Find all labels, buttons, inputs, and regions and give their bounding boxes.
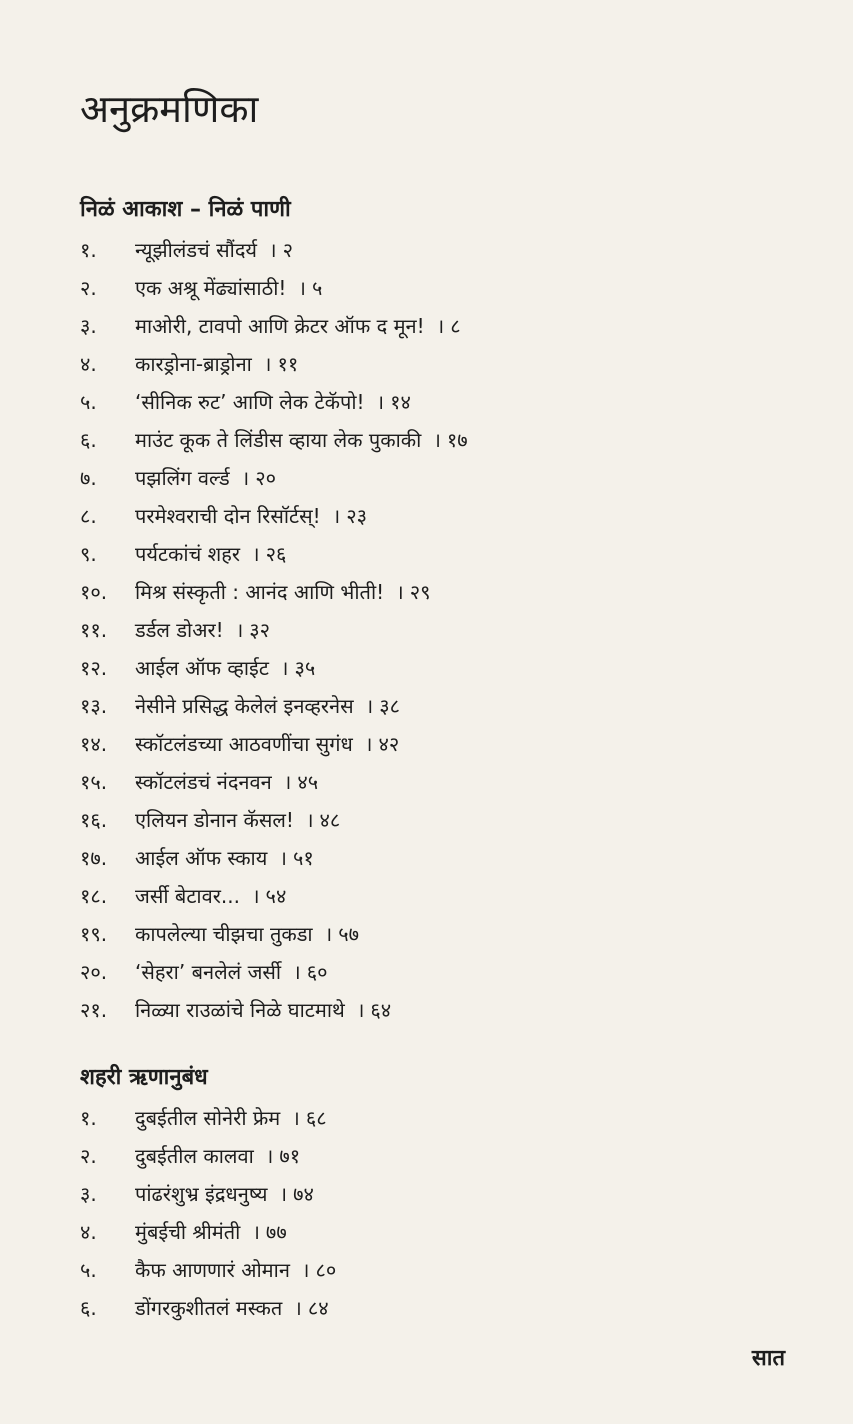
entry-page-number: ४५ xyxy=(297,770,319,794)
page-separator: । xyxy=(332,504,341,528)
entry-page-number: ५ xyxy=(312,276,323,300)
page-separator: । xyxy=(252,542,260,566)
entry-page-number: ७४ xyxy=(293,1182,314,1206)
toc-entry xyxy=(80,383,468,421)
entry-page-number: ८४ xyxy=(307,1296,329,1320)
toc-entry xyxy=(80,725,468,763)
page-separator: । xyxy=(356,998,365,1022)
toc-entry xyxy=(80,345,468,383)
entry-number: २०. xyxy=(80,960,108,984)
section-heading: निळं आकाश – निळं पाणी xyxy=(80,197,291,222)
entry-number: ११. xyxy=(80,618,108,642)
page-separator: । xyxy=(263,352,272,376)
entry-number: ४. xyxy=(80,1220,97,1244)
toc-entry xyxy=(80,1175,336,1213)
page-separator: । xyxy=(364,732,373,756)
entry-number: १३. xyxy=(80,694,108,718)
entry-number: १२. xyxy=(80,656,108,680)
page-separator: । xyxy=(293,960,301,984)
page-separator: । xyxy=(433,428,441,452)
entry-number: ६. xyxy=(80,1296,97,1320)
entry-title: दुबईतील सोनेरी फ्रेम xyxy=(135,1106,281,1130)
entry-page-number: २६ xyxy=(265,542,287,566)
entry-page-number: ५७ xyxy=(338,922,360,946)
entry-list xyxy=(80,231,468,1029)
page-separator: । xyxy=(301,1258,310,1282)
entry-title: आईल ऑफ स्काय xyxy=(135,846,268,870)
entry-title: माउंट कूक ते लिंडीस व्हाया लेक पुकाकी xyxy=(135,428,422,452)
toc-entry xyxy=(80,1251,336,1289)
entry-number: १. xyxy=(80,238,97,262)
entry-title: एक अश्रू मेंढ्यांसाठी! xyxy=(135,276,287,300)
toc-entry xyxy=(80,801,468,839)
toc-entry xyxy=(80,687,468,725)
toc-entry xyxy=(80,991,468,1029)
toc-entry xyxy=(80,535,468,573)
entry-page-number: ११ xyxy=(277,352,299,376)
entry-page-number: २३ xyxy=(346,504,368,528)
toc-entry xyxy=(80,1289,336,1327)
toc-entry xyxy=(80,421,468,459)
entry-number: १७. xyxy=(80,846,108,870)
entry-title: स्कॉटलंडच्या आठवणींचा सुगंध xyxy=(135,732,353,756)
entry-number: ९. xyxy=(80,542,97,566)
page-number: सात xyxy=(751,1346,785,1371)
entry-number: १६. xyxy=(80,808,108,832)
toc-entry xyxy=(80,573,468,611)
page-separator: । xyxy=(324,922,333,946)
entry-title: स्कॉटलंडचं नंदनवन xyxy=(135,770,272,794)
page-separator: । xyxy=(269,238,277,262)
toc-entry xyxy=(80,839,468,877)
entry-page-number: ५१ xyxy=(292,846,314,870)
entry-page-number: ४८ xyxy=(319,808,341,832)
entry-title: डर्डल डोअर! xyxy=(135,618,224,642)
entry-title: पझलिंग वर्ल्ड xyxy=(135,466,230,490)
entry-page-number: ७१ xyxy=(279,1144,301,1168)
page-separator: । xyxy=(365,694,374,718)
section-blue-sky xyxy=(80,195,468,1029)
entry-title: कारड्रोना-ब्राड्रोना xyxy=(135,352,252,376)
toc-entry xyxy=(80,459,468,497)
toc-entry xyxy=(80,763,468,801)
entry-title: मिश्र संस्कृती : आनंद आणि भीती! xyxy=(135,580,385,604)
page-separator: । xyxy=(294,1296,302,1320)
entry-title: नेसीने प्रसिद्ध केलेलं इनव्हरनेस xyxy=(135,694,354,718)
page-separator: । xyxy=(265,1144,274,1168)
toc-entry xyxy=(80,649,468,687)
entry-number: २१. xyxy=(80,998,108,1022)
entry-page-number: ३५ xyxy=(294,656,316,680)
entry-list xyxy=(80,1099,336,1327)
entry-page-number: ८० xyxy=(315,1258,337,1282)
entry-number: ८. xyxy=(80,504,97,528)
entry-page-number: १७ xyxy=(446,428,468,452)
entry-page-number: ३२ xyxy=(249,618,271,642)
entry-title: जर्सी बेटावर... xyxy=(135,884,240,908)
page-separator: । xyxy=(279,846,287,870)
page-separator: । xyxy=(235,618,244,642)
entry-number: १४. xyxy=(80,732,108,756)
page-separator: । xyxy=(305,808,314,832)
toc-entry xyxy=(80,953,468,991)
toc-entry xyxy=(80,1137,336,1175)
page-separator: । xyxy=(251,884,260,908)
entry-number: ४. xyxy=(80,352,97,376)
section-heading: शहरी ऋणानुबंध xyxy=(80,1065,208,1090)
toc-entry xyxy=(80,269,468,307)
entry-title: माओरी, टावपो आणि क्रेटर ऑफ द मून! xyxy=(135,314,425,338)
toc-entry xyxy=(80,1213,336,1251)
entry-title: दुबईतील कालवा xyxy=(135,1144,254,1168)
entry-page-number: ३८ xyxy=(379,694,401,718)
toc-entry xyxy=(80,915,468,953)
entry-title: डोंगरकुशीतलं मस्कत xyxy=(135,1296,283,1320)
entry-number: १५. xyxy=(80,770,108,794)
page-separator: । xyxy=(376,390,385,414)
page-separator: । xyxy=(279,1182,288,1206)
page-separator: । xyxy=(280,656,289,680)
section-urban-bonds xyxy=(80,1063,336,1327)
entry-title: परमेश्वराची दोन रिसॉर्टस्! xyxy=(135,504,321,528)
entry-number: २. xyxy=(80,276,97,300)
entry-number: ३. xyxy=(80,1182,97,1206)
entry-number: २. xyxy=(80,1144,97,1168)
entry-number: ६. xyxy=(80,428,97,452)
entry-title: निळ्या राउळांचे निळे घाटमाथे xyxy=(135,998,345,1022)
entry-page-number: २ xyxy=(282,238,294,262)
entry-number: ५. xyxy=(80,1258,97,1282)
entry-page-number: २० xyxy=(255,466,277,490)
entry-title: कापलेल्या चीझचा तुकडा xyxy=(135,922,313,946)
entry-page-number: ६० xyxy=(306,960,328,984)
entry-title: मुंबईची श्रीमंती xyxy=(135,1220,241,1244)
entry-page-number: ६४ xyxy=(370,998,392,1022)
entry-number: ३. xyxy=(80,314,97,338)
page-separator: । xyxy=(298,276,306,300)
page-separator: । xyxy=(252,1220,260,1244)
entry-title: कैफ आणणारं ओमान xyxy=(135,1258,290,1282)
entry-number: १८. xyxy=(80,884,108,908)
entry-page-number: ५४ xyxy=(265,884,287,908)
entry-page-number: ८ xyxy=(450,314,461,338)
toc-entry xyxy=(80,611,468,649)
entry-number: ७. xyxy=(80,466,97,490)
page-separator: । xyxy=(283,770,292,794)
entry-number: १०. xyxy=(80,580,108,604)
page-separator: । xyxy=(241,466,250,490)
page-separator: । xyxy=(436,314,445,338)
entry-title: पांढरंशुभ्र इंद्रधनुष्य xyxy=(135,1182,268,1206)
entry-title: ‘सीनिक रुट’ आणि लेक टेकॅपो! xyxy=(135,390,365,414)
entry-title: एलियन डोनान कॅसल! xyxy=(135,808,294,832)
entry-page-number: ७७ xyxy=(265,1220,287,1244)
entry-number: १. xyxy=(80,1106,97,1130)
entry-number: ५. xyxy=(80,390,97,414)
toc-entry xyxy=(80,307,468,345)
page-separator: । xyxy=(396,580,404,604)
entry-title: न्यूझीलंडचं सौंदर्य xyxy=(135,238,258,262)
page-separator: । xyxy=(292,1106,300,1130)
toc-entry xyxy=(80,1099,336,1137)
entry-number: १९. xyxy=(80,922,108,946)
toc-entry xyxy=(80,231,468,269)
entry-title: आईल ऑफ व्हाईट xyxy=(135,656,269,680)
entry-page-number: १४ xyxy=(390,390,411,414)
entry-page-number: ६८ xyxy=(305,1106,327,1130)
entry-page-number: २९ xyxy=(409,580,431,604)
page-title: अनुक्रमणिका xyxy=(80,87,259,131)
entry-title: ‘सेहरा’ बनलेलं जर्सी xyxy=(135,960,282,984)
entry-page-number: ४२ xyxy=(378,732,400,756)
toc-entry xyxy=(80,497,468,535)
entry-title: पर्यटकांचं शहर xyxy=(135,542,241,566)
toc-entry xyxy=(80,877,468,915)
